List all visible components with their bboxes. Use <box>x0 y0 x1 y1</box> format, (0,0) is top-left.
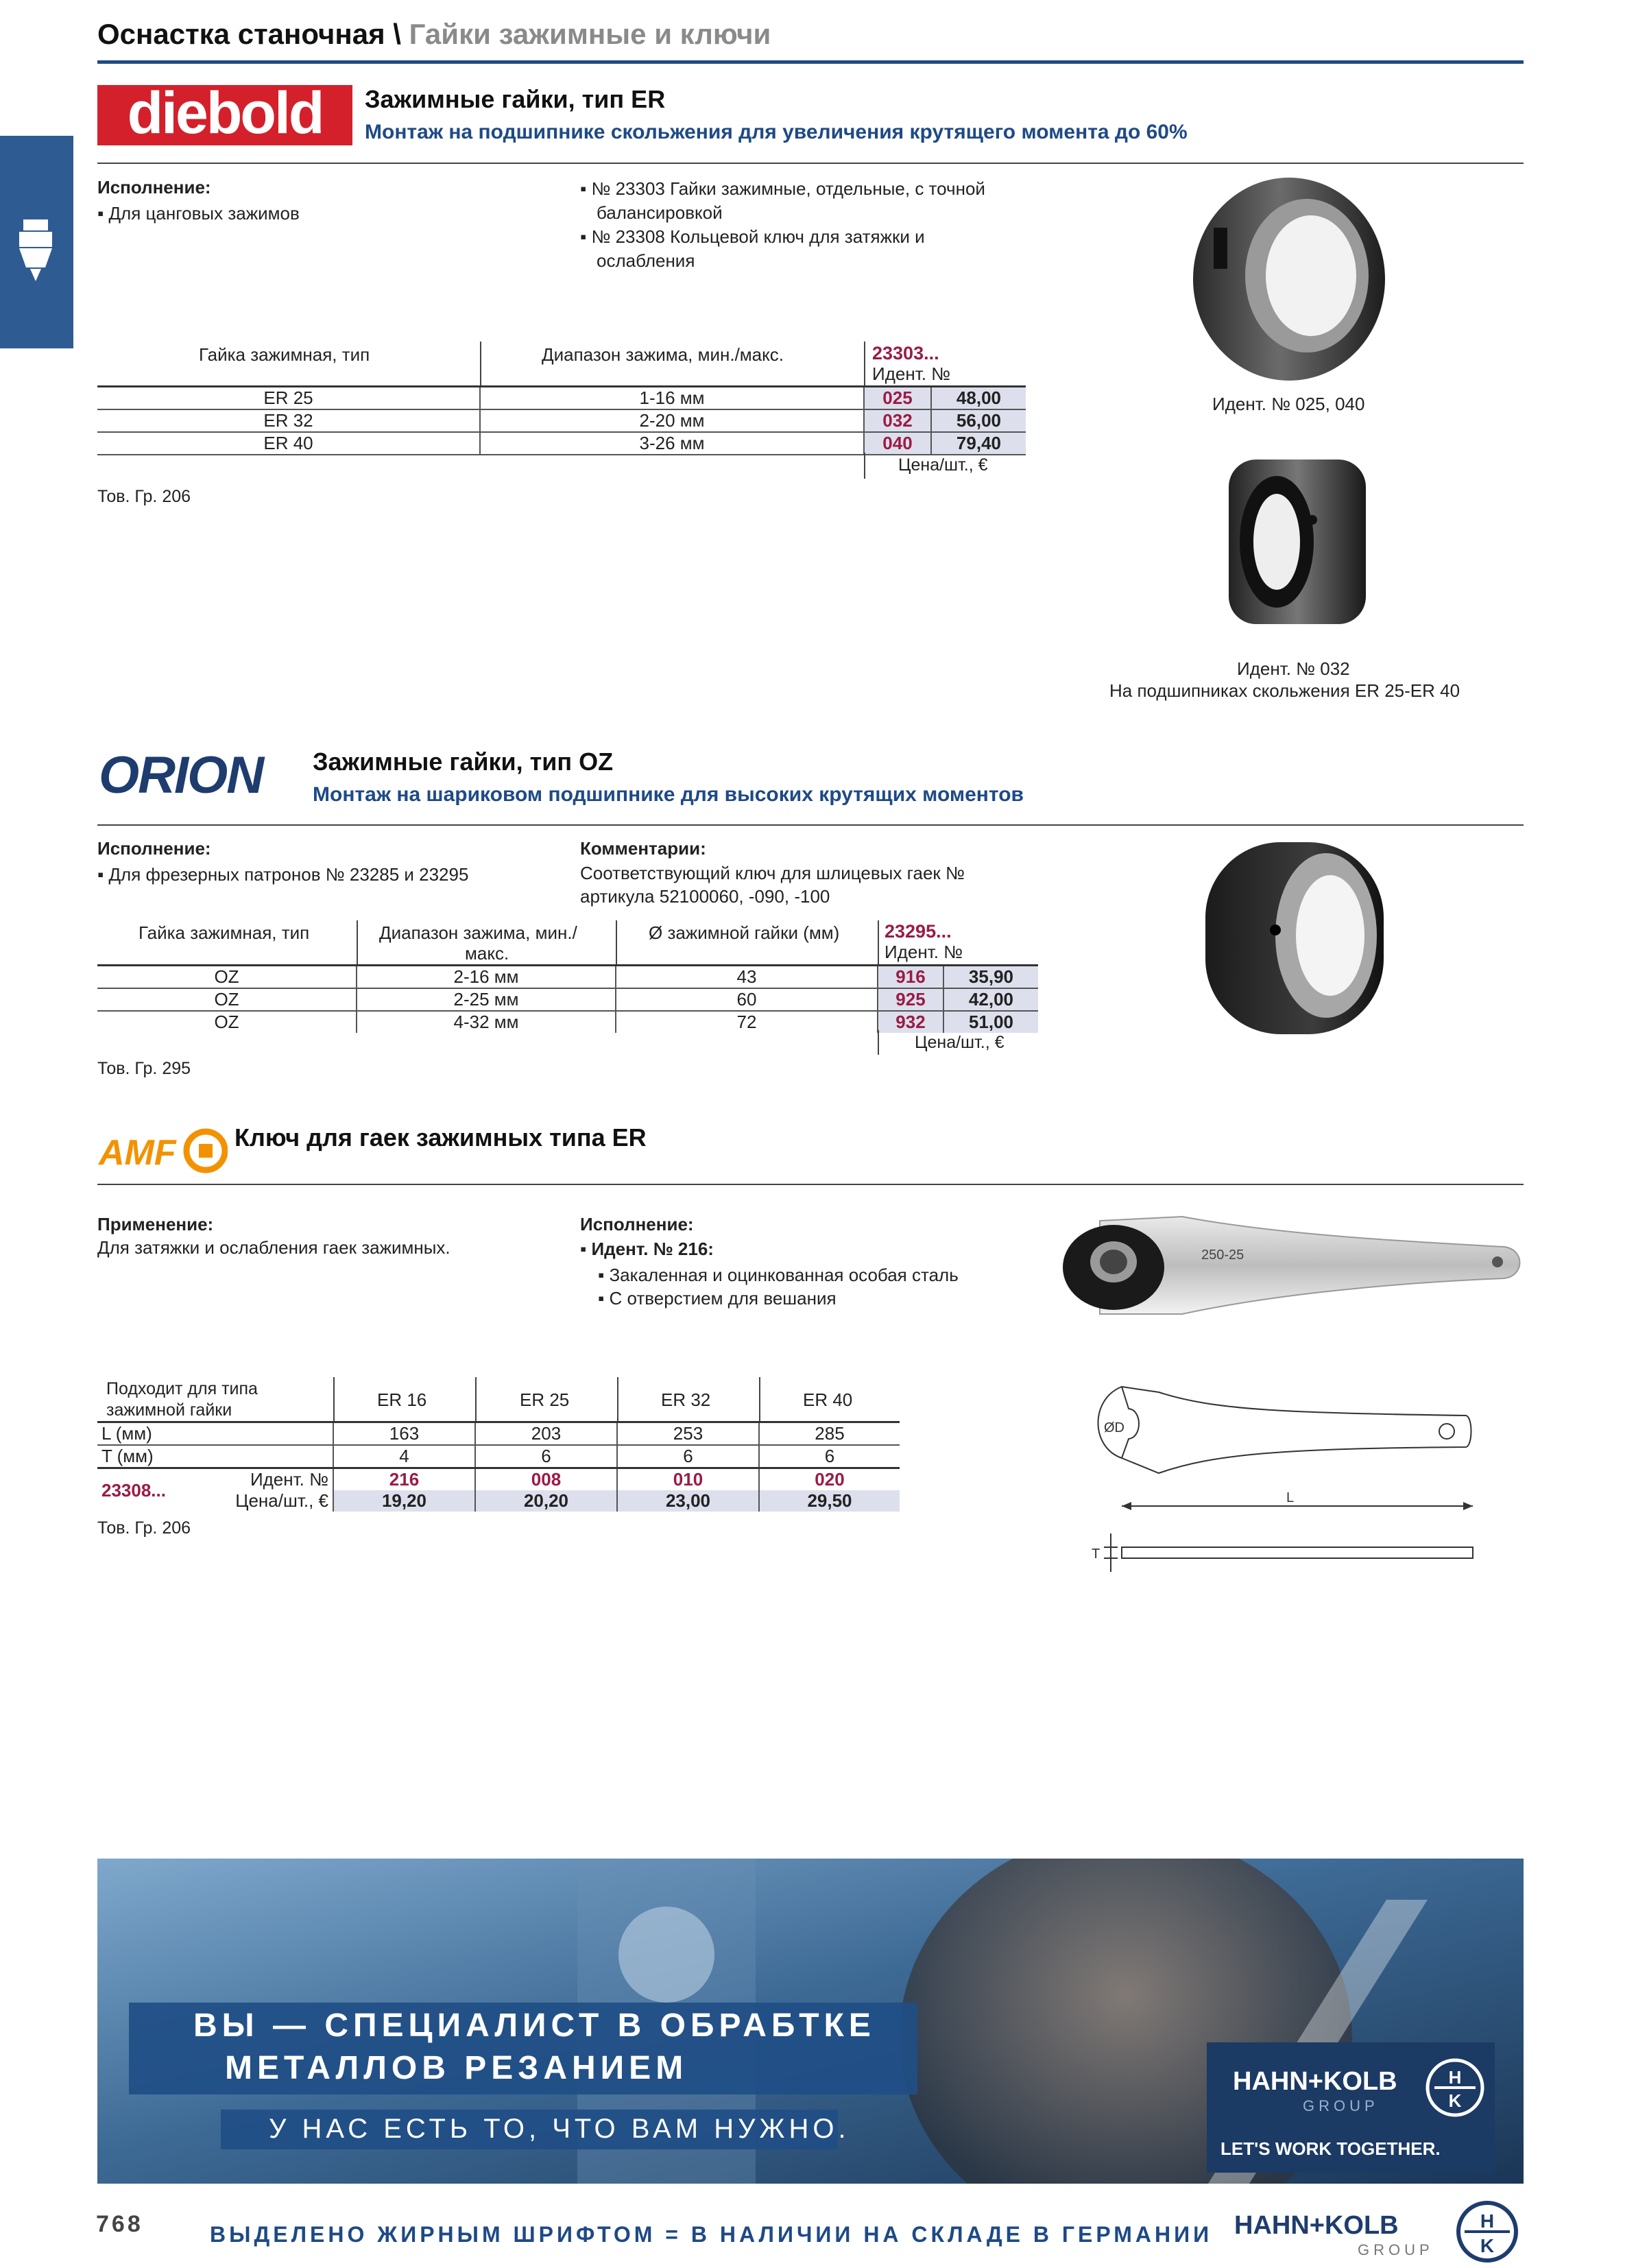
banner-logo-group: GROUP <box>1303 2097 1379 2114</box>
ident-code: 025 <box>864 387 931 410</box>
er-nut-photo-2 <box>1222 446 1373 638</box>
diebold-logo <box>97 85 352 145</box>
table3 <box>97 1421 900 1512</box>
drill-chuck-icon <box>0 136 73 348</box>
table3-col-1: ER 25 <box>520 1389 570 1410</box>
section1-subtitle: Монтаж на подшипнике скольжения для увеличения крутящего момента до 60% <box>365 121 1188 143</box>
price-cell: 48,00 <box>931 387 1026 410</box>
banner-line1: ВЫ — СПЕЦИАЛИСТ В ОБРАБТКЕ <box>193 2007 876 2044</box>
ident-code: 932 <box>878 1011 943 1033</box>
amf-logo <box>97 1125 228 1175</box>
price-cell: 51,00 <box>943 1011 1038 1033</box>
section2-group: Тов. Гр. 295 <box>97 1059 191 1078</box>
price-cell: 79,40 <box>931 432 1026 455</box>
section3-spec-items: ▪ Закаленная и оцинкованная особая сталь ▪ С отверстием для вешания <box>598 1265 959 1309</box>
hahn-kolb-emblem-icon <box>1425 2055 1485 2121</box>
dimension-D: ØD <box>1104 1420 1124 1435</box>
section2-subtitle: Монтаж на шариковом подшипнике для высоких крутящих моментов <box>313 783 1024 806</box>
orion-logo-text: ORION <box>99 750 263 798</box>
section2-spec-label: Исполнение: <box>97 838 211 859</box>
table-row <box>97 988 1038 1011</box>
wrench-drawing <box>1076 1372 1488 1577</box>
section2-spec-item: ▪ Для фрезерных патронов № 23285 и 23295 <box>97 864 469 885</box>
table-cell: OZ <box>97 1011 357 1033</box>
table2-col-type: Гайка зажимная, тип <box>139 922 310 943</box>
section1-rule <box>97 163 1524 164</box>
table-row <box>97 1468 900 1491</box>
table-cell: 285 <box>759 1422 900 1446</box>
table-row <box>97 966 1038 989</box>
table-cell: 163 <box>333 1422 475 1446</box>
table-cell: 4 <box>333 1445 475 1468</box>
table-row <box>97 1445 900 1468</box>
table-row <box>97 432 1026 455</box>
table-cell: 2-25 мм <box>357 988 616 1011</box>
table-row <box>97 1490 900 1512</box>
banner-logo: HAHN+KOLB <box>1233 2067 1397 2096</box>
header-title-main: Оснастка станочная <box>97 18 385 50</box>
svg-text:H: H <box>1480 2210 1495 2232</box>
section3-spec-head: ▪ Идент. № 216: <box>580 1239 714 1259</box>
ident-code: 925 <box>878 988 943 1011</box>
price-cell: 42,00 <box>943 988 1038 1011</box>
table-row <box>97 409 1026 432</box>
banner-slogan: LET'S WORK TOGETHER. <box>1220 2138 1441 2159</box>
header-separator: \ <box>393 18 401 50</box>
table-cell: 6 <box>475 1445 617 1468</box>
svg-text:K: K <box>1448 2090 1462 2111</box>
dimension-T: T <box>1092 1547 1100 1562</box>
section1-spec-label: Исполнение: <box>97 177 211 198</box>
price-cell: 35,90 <box>943 966 1038 989</box>
table-cell: ER 32 <box>97 409 480 432</box>
table3-divider <box>617 1377 618 1422</box>
photo2-caption-line2: На подшипниках скольжения ER 25-ER 40 <box>1109 680 1460 701</box>
table1-col-type: Гайка зажимная, тип <box>199 344 370 365</box>
table2-divider <box>616 920 617 966</box>
photo2-caption-line1: Идент. № 032 <box>1237 658 1350 679</box>
section2-comment-label: Комментарии: <box>580 838 706 859</box>
section1-spec-item: ▪ Для цанговых зажимов <box>97 203 300 224</box>
price-cell: 23,00 <box>617 1490 759 1512</box>
table2-divider <box>878 920 879 966</box>
sidebar-tab <box>0 136 73 348</box>
table1 <box>97 385 1026 455</box>
banner-line3: У НАС ЕСТЬ ТО, ЧТО ВАМ НУЖНО. <box>269 2114 850 2144</box>
table3-divider <box>475 1377 477 1422</box>
diebold-logo-text: diebold <box>127 85 323 145</box>
table-cell: OZ <box>97 966 357 989</box>
ident-code: 916 <box>878 966 943 989</box>
table-cell: 43 <box>616 966 878 989</box>
table-row <box>97 1011 1038 1033</box>
amf-logo-text: AMF <box>99 1133 176 1173</box>
table3-col-3: ER 40 <box>803 1389 853 1410</box>
footer-emblem-icon <box>1455 2199 1519 2265</box>
table1-price-label: Цена/шт., € <box>898 455 988 475</box>
table-cell: ER 25 <box>97 387 480 410</box>
ident-code: 008 <box>475 1468 617 1491</box>
table2-col-range-l1: Диапазон зажима, мин./ <box>379 922 577 943</box>
footer-logo-group: GROUP <box>1358 2241 1434 2258</box>
ident-code: 040 <box>864 432 931 455</box>
table2-divider <box>878 1030 879 1055</box>
section1-title: Зажимные гайки, тип ER <box>365 85 666 113</box>
section3-title: Ключ для гаек зажимных типа ER <box>234 1123 647 1151</box>
table3-L-label: L (мм) <box>97 1422 333 1446</box>
table3-col-2: ER 32 <box>661 1389 711 1410</box>
wrench-marking: 250-25 <box>1201 1248 1244 1263</box>
table3-T-label: T (мм) <box>97 1445 333 1468</box>
table-cell: 60 <box>616 988 878 1011</box>
footer-logo: HAHN+KOLB <box>1234 2211 1399 2240</box>
banner-line2: МЕТАЛЛОВ РЕЗАНИЕМ <box>225 2050 688 2086</box>
table1-divider <box>864 453 865 479</box>
table-cell: 2-16 мм <box>357 966 616 989</box>
table3-head: Подходит для типа зажимной гайки <box>106 1379 258 1420</box>
table3-col-0: ER 16 <box>377 1389 427 1410</box>
table3-price-label: Цена/шт., € <box>211 1490 333 1512</box>
section3-use-label: Применение: <box>97 1214 214 1234</box>
table-cell: 253 <box>617 1422 759 1446</box>
price-cell: 20,20 <box>475 1490 617 1512</box>
table-cell: 4-32 мм <box>357 1011 616 1033</box>
table-cell: ER 40 <box>97 432 480 455</box>
table2-col-dia: Ø зажимной гайки (мм) <box>649 922 840 943</box>
table-row <box>97 1422 900 1446</box>
table-cell: 6 <box>759 1445 900 1468</box>
ident-code: 010 <box>617 1468 759 1491</box>
table1-divider <box>480 342 481 387</box>
svg-text:K: K <box>1480 2235 1495 2256</box>
dimension-L: L <box>1286 1490 1295 1505</box>
section3-spec-label: Исполнение: <box>580 1214 694 1234</box>
section1-group: Тов. Гр. 206 <box>97 487 191 506</box>
orion-logo <box>97 750 303 798</box>
promo-banner <box>97 1859 1524 2184</box>
table1-ident-label: Идент. № <box>872 363 951 384</box>
table2 <box>97 964 1038 1033</box>
table-cell: 203 <box>475 1422 617 1446</box>
ident-code: 020 <box>759 1468 900 1491</box>
table-cell: 6 <box>617 1445 759 1468</box>
header-rule <box>97 60 1524 64</box>
section3-use-text: Для затяжки и ослабления гаек зажимных. <box>97 1237 450 1258</box>
table1-divider <box>864 342 865 387</box>
price-cell: 56,00 <box>931 409 1026 432</box>
table3-divider <box>759 1377 760 1422</box>
table2-divider <box>357 920 358 966</box>
table-row <box>97 387 1026 410</box>
photo1-caption: Идент. № 025, 040 <box>1212 394 1365 414</box>
page-header <box>97 18 771 51</box>
table1-col-range: Диапазон зажима, мин./макс. <box>542 344 784 365</box>
section3-group: Тов. Гр. 206 <box>97 1518 191 1538</box>
table3-article: 23308... <box>97 1468 211 1512</box>
table2-article: 23295... <box>885 921 952 942</box>
price-cell: 29,50 <box>759 1490 900 1512</box>
section1-notes: ▪ № 23303 Гайки зажимные, отдельные, с точной балансировкой ▪ № 23308 Кольцевой ключ для затяжки и ослабления <box>580 178 985 271</box>
table3-divider <box>333 1377 335 1422</box>
svg-text:H: H <box>1448 2067 1462 2088</box>
section2-title: Зажимные гайки, тип OZ <box>313 748 614 776</box>
header-title-sub: Гайки зажимные и ключи <box>409 18 771 50</box>
table2-ident-label: Идент. № <box>885 942 963 962</box>
table-cell: OZ <box>97 988 357 1011</box>
er-nut-photo-1 <box>1186 173 1392 385</box>
table1-article: 23303... <box>872 343 939 363</box>
section2-rule <box>97 824 1524 826</box>
section3-rule <box>97 1184 1524 1185</box>
price-cell: 19,20 <box>333 1490 475 1512</box>
oz-nut-photo <box>1199 835 1391 1041</box>
wrench-photo <box>1059 1193 1525 1330</box>
table-cell: 1-16 мм <box>480 387 864 410</box>
table2-col-range-l2: макс. <box>465 943 509 964</box>
ident-code: 216 <box>333 1468 475 1491</box>
section2-comment: Соответствующий ключ для шлицевых гаек № артикула 52100060, -090, -100 <box>580 863 965 907</box>
table2-price-label: Цена/шт., € <box>915 1033 1005 1052</box>
ident-code: 032 <box>864 409 931 432</box>
table-cell: 2-20 мм <box>480 409 864 432</box>
table-cell: 3-26 мм <box>480 432 864 455</box>
table-cell: 72 <box>616 1011 878 1033</box>
footer-note: ВЫДЕЛЕНО ЖИРНЫМ ШРИФТОМ = В НАЛИЧИИ НА СКЛАДЕ В ГЕРМАНИИ <box>210 2222 1213 2247</box>
banner-logo-box <box>1207 2042 1495 2173</box>
page-number: 768 <box>96 2211 143 2237</box>
table3-ident-label: Идент. № <box>211 1468 333 1491</box>
